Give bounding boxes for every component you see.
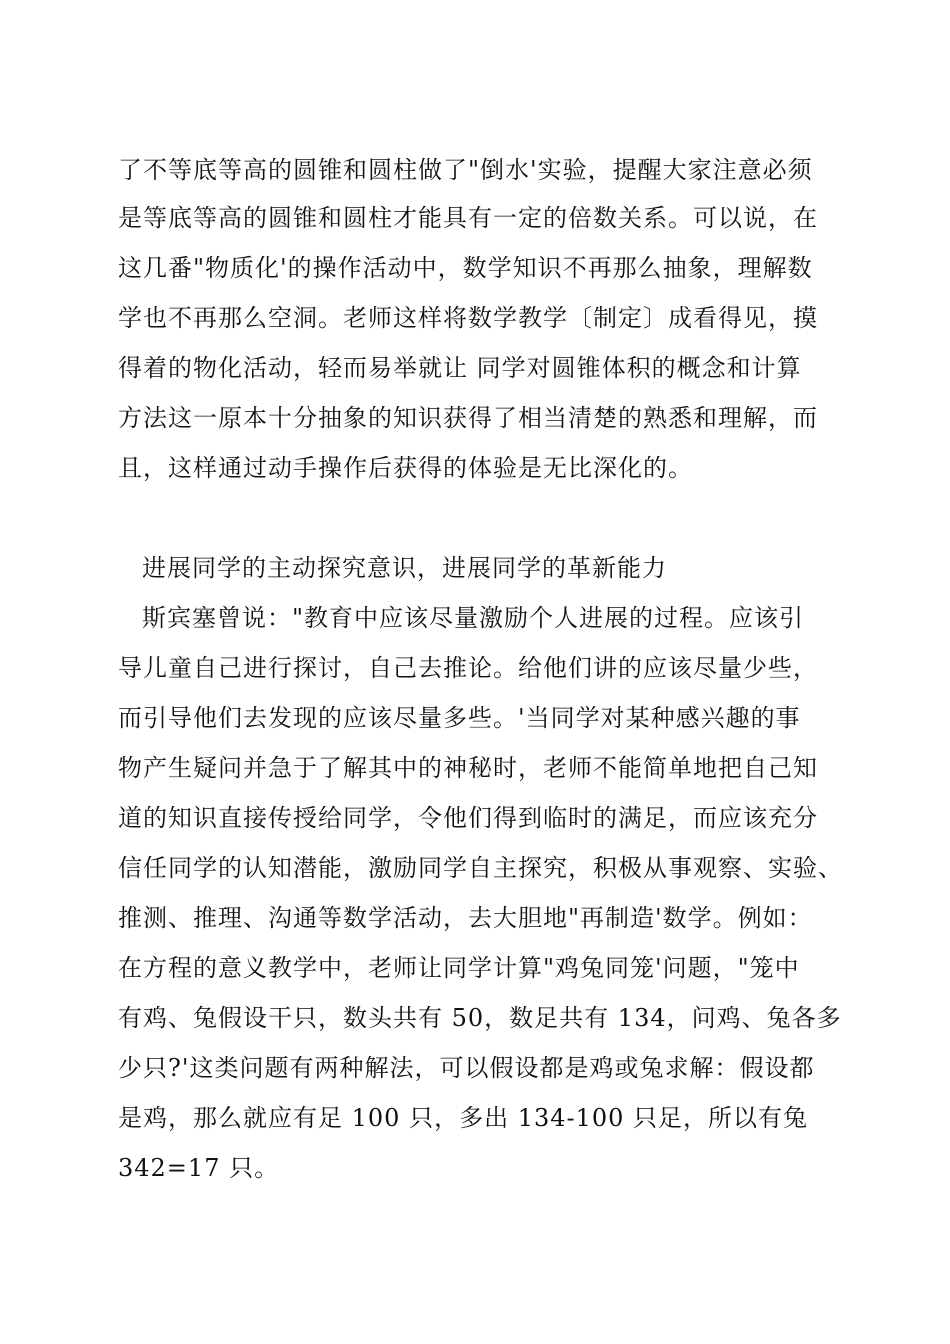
paragraph-1-line-3: 这几番"物质化'的操作活动中，数学知识不再那么抽象，理解数 [118,254,813,282]
paragraph-2-line-1: 斯宾塞曾说："教育中应该尽量激励个人进展的过程。应该引 [142,604,805,632]
paragraph-2-line-11: 是鸡，那么就应有足 100 只，多出 134-100 只足，所以有兔 [118,1104,809,1132]
paragraph-1-line-2: 是等底等高的圆锥和圆柱才能具有一定的倍数关系。可以说，在 [118,204,818,232]
paragraph-2-line-5: 道的知识直接传授给同学，令他们得到临时的满足，而应该充分 [118,804,818,832]
paragraph-1-line-7: 且，这样通过动手操作后获得的体验是无比深化的。 [118,454,693,482]
paragraph-2-line-10: 少只?'这类问题有两种解法，可以假设都是鸡或兔求解：假设都 [118,1054,815,1082]
paragraph-1-line-1: 了不等底等高的圆锥和圆柱做了"倒水'实验，提醒大家注意必须 [118,156,813,184]
paragraph-2-line-9: 有鸡、兔假设干只，数头共有 50，数足共有 134，问鸡、兔各多 [118,1004,842,1032]
paragraph-1-line-4: 学也不再那么空洞。老师这样将数学教学〔制定〕成看得见，摸 [118,304,818,332]
paragraph-1-line-6: 方法这一原本十分抽象的知识获得了相当清楚的熟悉和理解，而 [118,404,818,432]
paragraph-2-line-12: 342=17 只。 [118,1154,280,1182]
paragraph-2-line-6: 信任同学的认知潜能，激励同学自主探究，积极从事观察、实验、 [118,854,843,882]
paragraph-2-line-2: 导儿童自己进行探讨，自己去推论。给他们讲的应该尽量少些， [118,654,818,682]
paragraph-2-line-4: 物产生疑问并急于了解其中的神秘时，老师不能简单地把自己知 [118,754,818,782]
section-heading: 进展同学的主动探究意识，进展同学的革新能力 [142,554,667,582]
paragraph-2-line-8: 在方程的意义教学中，老师让同学计算"鸡兔同笼'问题，"笼中 [118,954,800,982]
paragraph-2-line-7: 推测、推理、沟通等数学活动，去大胆地"再制造'数学。例如： [118,904,813,932]
paragraph-2-line-3: 而引导他们去发现的应该尽量多些。'当同学对某种感兴趣的事 [118,704,801,732]
paragraph-1-line-5: 得着的物化活动，轻而易举就让 同学对圆锥体积的概念和计算 [118,354,802,382]
